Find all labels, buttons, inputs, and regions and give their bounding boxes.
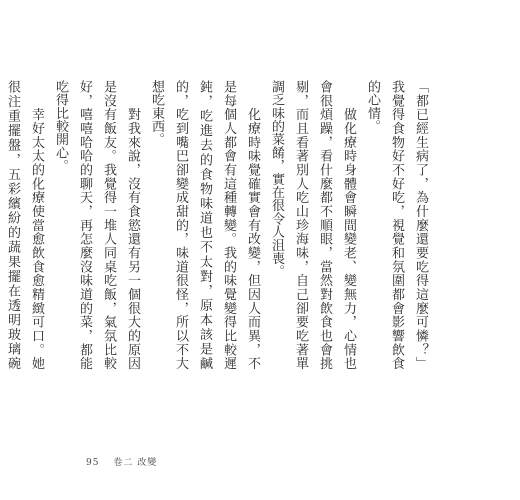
paragraph: 幸好太太的化療使當愈飲食愈精緻可口。她很注重擺盤，五彩繽紛的蔬果擺在透明玻璃碗: [5, 80, 44, 370]
paragraph: 做化療時身體會瞬間變老、變無力，心情也會很煩躁，看什麼都不順眼，當然對飲食也會挑剔，而且看著別人吃山珍海味，自己卻要吃著單調乏味的菜餚，實在很令人沮喪。: [269, 80, 356, 370]
paragraph: 化療時味覺確實會有改變，但因人而異，不是每個人都會有這種轉變。我的味覺變得比較遲鈍，吃進去的食物味道也不太對，原本該是鹹的，吃到嘴巴卻變成甜的，味道很怪，所以不大想吃東西。: [149, 80, 260, 370]
chapter-title: 卷二 改變: [113, 458, 158, 468]
body-text: [0, 80, 432, 370]
paragraph: 對我來說，沒有食慾還有另一個很大的原因是沒有飯友。我覺得一堆人同桌吃飯，氣氛比較好，嘻嘻哈哈的聊天，再怎麼沒味道的菜，都能吃得比較開心。: [53, 80, 140, 370]
page-number: 95: [86, 458, 100, 468]
paragraph: 「都已經生病了，為什麼還要吃得這麼可憐？」我覺得食物好不好吃，視覺和氛圍都會影響飲食的心情。: [365, 80, 428, 370]
page-footer: [86, 455, 167, 468]
